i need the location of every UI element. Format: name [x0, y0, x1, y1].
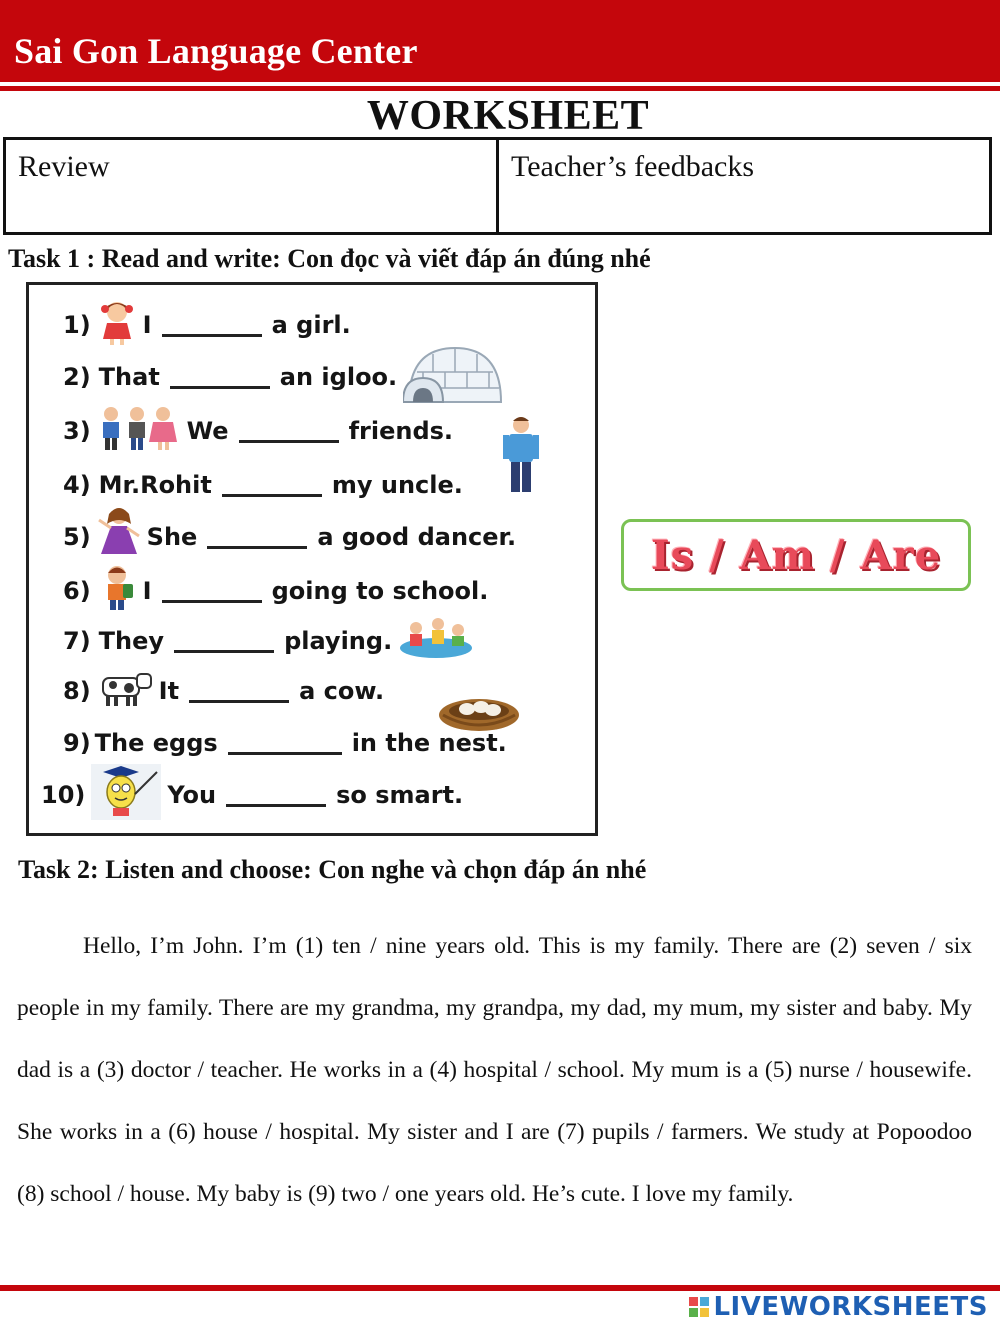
question-number: 9)	[63, 729, 91, 757]
task2-heading: Task 2: Listen and choose: Con nghe và chọn đáp án nhé	[18, 855, 647, 884]
answer-blank[interactable]	[239, 420, 339, 443]
question-text-before: I	[142, 311, 152, 339]
answer-blank[interactable]	[226, 784, 326, 807]
answer-blank[interactable]	[207, 526, 307, 549]
question-text-after: an igloo.	[279, 363, 398, 391]
girl-icon	[97, 299, 137, 351]
question-row-7	[63, 621, 480, 661]
answer-blank[interactable]	[174, 630, 274, 653]
question-text-before: We	[186, 417, 229, 445]
cow-icon	[97, 668, 153, 714]
task1-exercise-box	[26, 282, 598, 836]
footer-divider	[0, 1285, 1000, 1291]
question-text-before: They	[98, 627, 165, 655]
question-row-2	[63, 357, 513, 397]
teacher-feedback-cell: Teacher’s feedbacks	[496, 140, 989, 232]
question-text-after: friends.	[348, 417, 454, 445]
logo-squares-icon	[689, 1297, 709, 1317]
question-row-1	[63, 305, 351, 345]
question-text-before: You	[167, 781, 217, 809]
question-text-before: That	[98, 363, 160, 391]
school-name: Sai Gon Language Center	[14, 31, 418, 71]
question-text-after: a girl.	[271, 311, 351, 339]
task2-passage	[17, 915, 972, 1225]
answer-blank[interactable]	[228, 732, 342, 755]
question-text-after: my uncle.	[331, 471, 463, 499]
question-text-before: The eggs	[94, 729, 218, 757]
question-text-after: a cow.	[299, 677, 385, 705]
question-row-9	[63, 723, 507, 763]
answer-blank[interactable]	[189, 680, 289, 703]
question-number: 8)	[63, 677, 91, 705]
question-number: 3)	[63, 417, 91, 445]
answer-blank[interactable]	[222, 474, 322, 497]
question-text-before: It	[158, 677, 180, 705]
task1-heading: Task 1 : Read and write: Con đọc và viết đáp án đúng nhé	[8, 244, 651, 273]
friends-icon	[97, 404, 181, 458]
question-text-after: going to school.	[271, 577, 489, 605]
review-table	[3, 137, 992, 235]
passage-text: Hello, I’m John. I’m (1) ten / nine years old. This is my family. There are (2) seven / six people in my family. There are my grandma, my grandpa, my dad, my mum, my sister and baby. My dad is a (3) doctor / teacher. He works in a (4) hospital / school. My mum is a (5) nurse / housewife. She works in a (6) house / hospital. My sister and I are (7) pupils / farmers. We study at Popoodoo (8) school / house. My baby is (9) two / one years old. He’s cute. I love my family.	[17, 933, 972, 1207]
page-title: WORKSHEET	[366, 93, 650, 139]
answer-blank[interactable]	[162, 314, 262, 337]
logo-text: LIVEWORKSHEETS	[713, 1292, 988, 1322]
review-cell: Review	[18, 150, 110, 183]
question-row-4	[63, 465, 463, 505]
question-text-before: She	[146, 523, 198, 551]
question-row-3	[63, 411, 453, 451]
question-row-6	[63, 571, 488, 611]
answer-blank[interactable]	[162, 580, 262, 603]
answer-options-text: Is / Am / Are	[650, 531, 942, 579]
graduate-pencil-icon	[91, 764, 161, 826]
question-number: 6)	[63, 577, 91, 605]
schoolboy-icon	[97, 564, 137, 618]
children-playing-icon	[398, 616, 474, 666]
question-text-after: a good dancer.	[317, 523, 517, 551]
header-divider	[0, 86, 1000, 91]
question-number: 2)	[63, 363, 91, 391]
liveworksheets-logo	[689, 1292, 988, 1322]
question-row-8	[63, 671, 384, 711]
question-row-5	[63, 517, 516, 557]
question-number: 10)	[41, 781, 86, 809]
question-text-after: so smart.	[336, 781, 464, 809]
question-text-after: in the nest.	[351, 729, 507, 757]
question-row-10	[41, 775, 463, 815]
question-number: 5)	[63, 523, 91, 551]
question-text-after: playing.	[284, 627, 393, 655]
question-text-before: I	[142, 577, 152, 605]
igloo-icon	[403, 342, 507, 412]
dancer-icon	[97, 506, 141, 568]
question-number: 7)	[63, 627, 91, 655]
question-number: 4)	[63, 471, 91, 499]
answer-options-box	[621, 519, 971, 591]
question-number: 1)	[63, 311, 91, 339]
man-icon	[499, 415, 543, 500]
answer-blank[interactable]	[170, 366, 270, 389]
question-text-before: Mr.Rohit	[98, 471, 212, 499]
